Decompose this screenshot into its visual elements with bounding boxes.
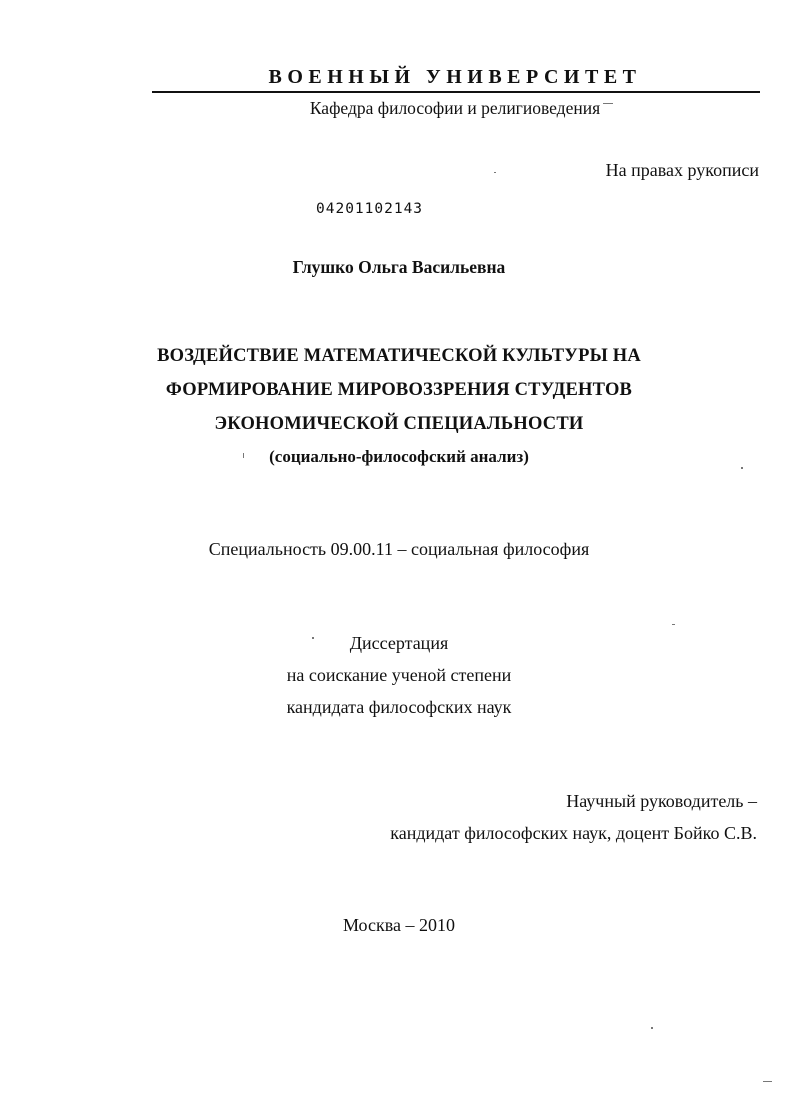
city-year: Москва – 2010 xyxy=(343,915,455,935)
scan-speck xyxy=(243,453,244,458)
scan-speck xyxy=(651,1027,653,1029)
university-name: ВОЕННЫЙ УНИВЕРСИТЕТ xyxy=(268,66,642,88)
scan-speck xyxy=(494,172,496,173)
supervisor-name: кандидат философских наук, доцент Бойко С.В. xyxy=(390,823,757,843)
manuscript-note: На правах рукописи xyxy=(605,160,759,180)
author-name: Глушко Ольга Васильевна xyxy=(292,257,506,277)
catalog-number: 04201102143 xyxy=(316,201,424,217)
header-rule xyxy=(152,91,760,93)
title-line-1: ВОЗДЕЙСТВИЕ МАТЕМАТИЧЕСКОЙ КУЛЬТУРЫ НА xyxy=(157,346,641,366)
dissertation-line-3: кандидата философских наук xyxy=(286,697,512,717)
supervisor-role: Научный руководитель – xyxy=(566,791,757,811)
scan-speck xyxy=(763,1081,772,1082)
scan-speck xyxy=(672,624,675,625)
title-line-3: ЭКОНОМИЧЕСКОЙ СПЕЦИАЛЬНОСТИ xyxy=(214,414,584,434)
dissertation-line-1: Диссертация xyxy=(349,633,449,653)
department-name: Кафедра философии и религиоведения xyxy=(309,98,601,118)
dissertation-line-2: на соискание ученой степени xyxy=(286,665,512,685)
scan-speck xyxy=(603,103,613,104)
title-subtitle: (социально-философский анализ) xyxy=(269,447,529,466)
scan-speck xyxy=(312,637,314,639)
specialty-line: Специальность 09.00.11 – социальная философия xyxy=(208,539,590,559)
title-line-2: ФОРМИРОВАНИЕ МИРОВОЗЗРЕНИЯ СТУДЕНТОВ xyxy=(165,380,633,400)
scan-speck xyxy=(741,467,743,469)
